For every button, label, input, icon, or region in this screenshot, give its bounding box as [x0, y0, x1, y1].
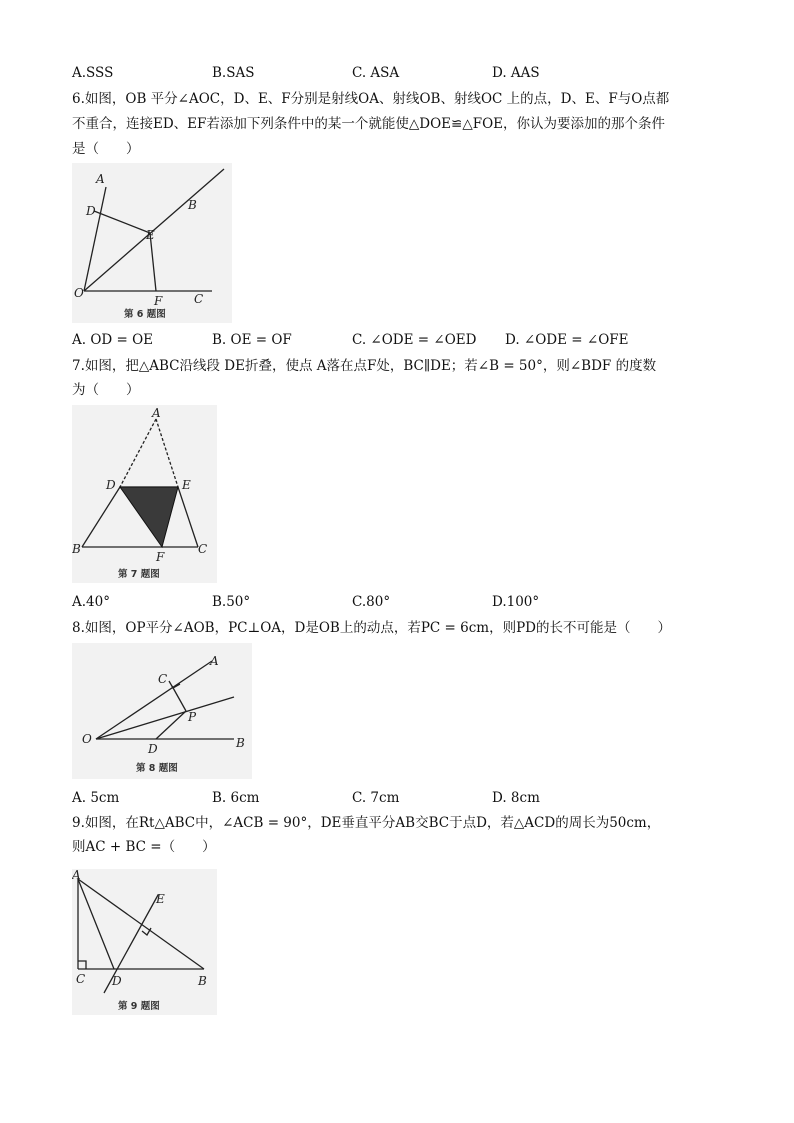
q7-side-ec [178, 487, 198, 547]
q6-option-c: C. ∠ODE = ∠OED [352, 332, 477, 348]
q9-label-c: C [76, 972, 86, 986]
q7-option-b: B.50° [212, 594, 251, 610]
q9-figure [72, 869, 217, 1015]
q9-label-d: D [112, 974, 122, 988]
q5-option-d: D. AAS [492, 65, 540, 81]
q8-right-angle-mark [169, 681, 180, 688]
q8-label-c: C [158, 672, 168, 686]
q9-stem-line1: 9.如图，在Rt△ABC中，∠ACB = 90°，DE垂直平分AB交BC于点D，若△ACD的周长为50cm， [72, 815, 661, 831]
q9-label-b: B [198, 974, 207, 988]
q8-option-b: B. 6cm [212, 790, 260, 806]
q6-option-a: A. OD = OE [72, 332, 154, 348]
q6-figure [72, 163, 232, 323]
q7-dashed-ae [156, 419, 178, 487]
q6-stem-line2: 不重合，连接ED、EF若添加下列条件中的某一个就能使△DOE≌△FOE，你认为要添加的那个条件 [72, 116, 666, 132]
q7-figure [72, 405, 217, 583]
q6-option-d: D. ∠ODE = ∠OFE [505, 332, 629, 348]
q8-label-d: D [148, 742, 158, 756]
q7-label-f: F [156, 550, 165, 564]
q9-right-angle-c [78, 961, 86, 969]
q8-ray-op [96, 697, 234, 739]
q7-side-db [82, 487, 120, 547]
q7-folded-triangle [120, 487, 178, 547]
q6-label-a: A [96, 172, 105, 186]
q7-option-d: D.100° [492, 594, 540, 610]
q6-label-d: D [86, 204, 96, 218]
q8-label-a: A [210, 654, 219, 668]
q5-option-a: A.SSS [72, 65, 114, 81]
q6-label-b: B [188, 198, 197, 212]
q8-stem-line1: 8.如图，OP平分∠AOB，PC⊥OA，D是OB上的动点，若PC = 6cm，则PD的长不可能是（ ） [72, 620, 671, 636]
q5-option-b: B.SAS [212, 65, 255, 81]
q9-label-a: A [72, 869, 81, 882]
q8-option-c: C. 7cm [352, 790, 400, 806]
q6-label-o: O [74, 286, 84, 300]
q8-figure-caption: 第 8 题图 [136, 763, 178, 774]
q9-right-angle-mid [142, 928, 151, 935]
q6-stem-line3: 是（ ） [72, 141, 140, 157]
q8-label-b: B [236, 736, 245, 750]
q7-dashed-ad [120, 419, 156, 487]
q9-label-e: E [156, 892, 165, 906]
q7-label-c: C [198, 542, 208, 556]
q7-stem-line1: 7.如图，把△ABC沿线段 DE折叠，使点 A落在点F处，BC∥DE；若∠B = 50°，则∠BDF 的度数 [72, 358, 657, 374]
q7-option-a: A.40° [72, 594, 110, 610]
q9-side-ab [78, 879, 204, 969]
q8-segment-pc [172, 686, 186, 711]
q9-stem-line2: 则AC + BC =（ ） [72, 839, 216, 855]
q6-figure-caption: 第 6 题图 [124, 309, 166, 320]
q6-stem-line1: 6.如图，OB 平分∠AOC，D、E、F分别是射线OA、射线OB、射线OC 上的点，D、E、F与O点都 [72, 91, 670, 107]
q7-stem-line2: 为（ ） [72, 382, 140, 398]
q8-option-a: A. 5cm [72, 790, 120, 806]
q8-label-p: P [188, 710, 197, 724]
q8-ray-oa [96, 661, 212, 739]
q8-label-o: O [82, 732, 92, 746]
q8-figure [72, 643, 252, 779]
q7-figure-caption: 第 7 题图 [118, 569, 160, 580]
q7-label-a: A [152, 406, 161, 420]
q6-segment-de [94, 211, 150, 233]
q6-label-f: F [154, 294, 163, 308]
q7-label-b: B [72, 542, 81, 556]
q5-option-c: C. ASA [352, 65, 400, 81]
q6-label-e: E [146, 228, 155, 242]
q7-label-e: E [182, 478, 191, 492]
q9-figure-caption: 第 9 题图 [118, 1001, 160, 1012]
q6-label-c: C [194, 292, 204, 306]
q8-segment-pd [156, 711, 186, 739]
q8-option-d: D. 8cm [492, 790, 540, 806]
q7-label-d: D [106, 478, 116, 492]
q6-option-b: B. OE = OF [212, 332, 292, 348]
q7-option-c: C.80° [352, 594, 391, 610]
